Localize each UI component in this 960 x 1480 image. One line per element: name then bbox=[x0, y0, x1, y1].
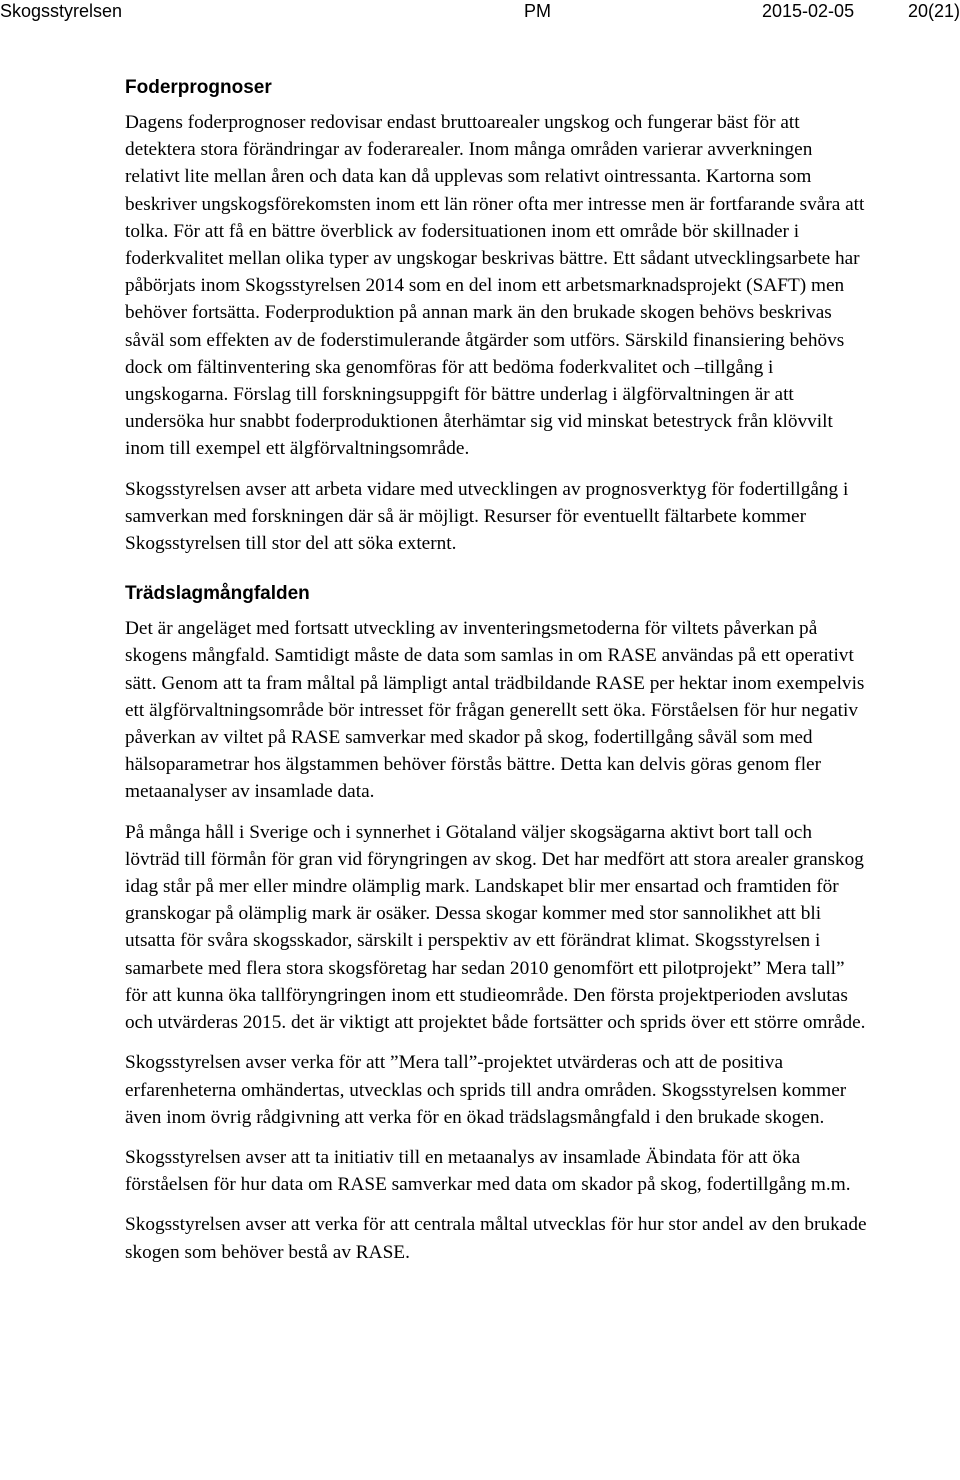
paragraph: Skogsstyrelsen avser verka för att ”Mera tall”-projektet utvärderas och att de positiva erfarenheterna omhändertas, utvecklas och sprids till andra områden. Skogsstyrelsen kommer även inom övrig rådgivning att verka för en ökad trädslagsmångfald i den brukade skogen. bbox=[125, 1052, 847, 1128]
header-document-type: PM bbox=[524, 1, 551, 21]
page-header bbox=[0, 0, 960, 28]
section-heading: Foderprognoser bbox=[125, 77, 272, 98]
section-foderprognoser bbox=[125, 76, 869, 557]
header-page-number: 20(21) bbox=[907, 1, 960, 21]
document-body bbox=[125, 76, 869, 1279]
paragraph: Skogsstyrelsen avser att arbeta vidare med utvecklingen av prognosverktyg för fodertillgång i samverkan med forskningen där så är möjligt. Resurser för eventuellt fältarbete kommer Skogsstyrelsen till stor del att söka externt. bbox=[125, 478, 849, 555]
paragraph: Det är angeläget med fortsatt utveckling av inventeringsmetoderna för viltets påverkan på skogens mångfald. Samtidigt måste de data som samlas in om RASE användas på ett operativt sätt. Genom att ta fram måltal på lämpligt antal trädbildande RASE per hektar inom exempelvis ett älgförvaltningsområde bör intresset för frågan generellt sett öka. Förståelsen för hur negativ påverkan av viltet på RASE samverkar med skador på skog, fodertillgång såväl som med hälsoparametrar hos älgstammen behöver förstås bättre. Detta kan delvis göras genom fler metaanalyser av insamlade data. bbox=[125, 618, 865, 803]
section-heading: Trädslagmångfalden bbox=[125, 583, 310, 605]
paragraph: Dagens foderprognoser redovisar endast bruttoarealer ungskog och fungerar bäst för att detektera stora förändringar av foderarealer. Inom många områden varierar avverkningen relativt lite mellan åren och data kan då upplevas som relativt ointressanta. Kartorna som beskriver ungskogsförekomsten inom ett län röner ofta mer intresse men är fortfarande svåra att tolka. För att få en bättre överblick av fodersituationen inom ett område bör skillnader i foderkvalitet mellan olika typer av ungskogar beskrivas bättre. Ett sådant utvecklingsarbete har påbörjats inom Skogsstyrelsen 2014 som en del inom ett arbetsmarknadsprojekt (SAFT) men behöver fortsätta. Foderproduktion på annan mark än den brukade skogen behövs beskrivas såväl som effekten av de foderstimulerande åtgärder som utförs. Särskild finansiering behövs dock om fältinventering ska genomföras för att bedöma foderkvalitet och –tillgång i ungskogarna. Förslag till forskningsuppgift för bättre underlag i älgförvaltningen är att undersöka hur snabbt foderproduktionen återhämtar sig vid minskat betestryck från klövvilt inom till exempel ett älgförvaltningsområde. bbox=[125, 112, 865, 460]
paragraph: På många håll i Sverige och i synnerhet i Götaland väljer skogsägarna aktivt bort tall och lövträd till förmån för gran vid föryngringen av skog. Det har medfört att stora arealer granskog idag står på mer eller mindre olämplig mark. Landskapet blir mer ensartad och framtiden för granskogar på olämplig mark är osäker. Dessa skogar kommer med stor sannolikhet att bli utsatta för svåra skogsskador, särskilt i perspektiv av ett förändrat klimat. Skogsstyrelsen i samarbete med flera stora skogsföretag har sedan 2010 genomfört ett pilotprojekt” Mera tall” för att kunna öka tallföryngringen inom ett studieområde. Den första projektperioden avslutas och utvärderas 2015. det är viktigt att projektet både fortsätter och sprids över ett större område. bbox=[125, 821, 866, 1034]
section-tradslagmangfalden bbox=[125, 582, 869, 1265]
header-date: 2015-02-05 bbox=[762, 1, 855, 21]
paragraph: Skogsstyrelsen avser att ta initiativ till en metaanalys av insamlade Äbindata för att öka förståelsen för hur data om RASE samverkar med data om skador på skog, fodertillgång m.m. bbox=[125, 1146, 851, 1196]
header-organization: Skogsstyrelsen bbox=[0, 1, 123, 21]
paragraph: Skogsstyrelsen avser att verka för att centrala måltal utvecklas för hur stor andel av den brukade skogen som behöver bestå av RASE. bbox=[125, 1214, 867, 1263]
